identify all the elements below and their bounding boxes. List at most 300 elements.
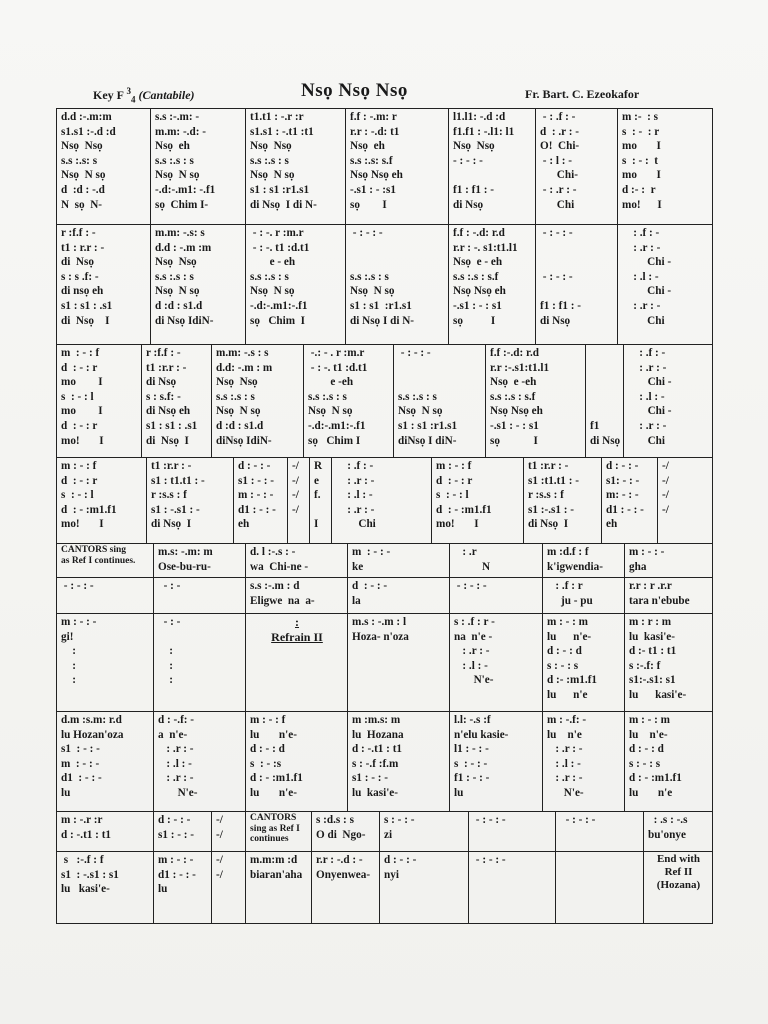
score-cell <box>153 544 245 578</box>
solfa-line: d : - : d <box>250 743 285 756</box>
solfa-line: d : - : - <box>238 460 271 472</box>
solfa-line: - : - : - <box>453 154 483 167</box>
solfa-line: la <box>352 594 361 607</box>
solfa-line: s : - :s <box>250 757 282 770</box>
solfa-line: d :d : s1.d <box>155 299 203 312</box>
solfa-line <box>398 361 482 376</box>
solfa-line: : .r : - <box>622 241 661 254</box>
solfa-line: s1 : s1 :r1.s1 <box>398 419 458 432</box>
solfa-line: : .r <box>454 546 477 558</box>
score-cell <box>153 578 245 614</box>
solfa-line: - : -. t1 :d.t1 <box>308 361 368 374</box>
solfa-line: Chi - <box>622 285 672 298</box>
solfa-line: s1 : t1.t1 : - <box>151 474 205 487</box>
solfa-line: gha <box>629 560 647 573</box>
solfa-line <box>590 361 620 376</box>
key-label: Key F <box>93 88 124 102</box>
solfa-line: - : - : - <box>473 854 506 866</box>
solfa-line: m :d.f : f <box>547 546 589 558</box>
solfa-line: -/ <box>216 854 223 866</box>
solfa-line: : .l : - <box>547 757 581 770</box>
solfa-line: s.s :.s : s.f <box>453 270 499 283</box>
score-cell <box>449 614 542 712</box>
solfa-line: : .r : - <box>158 772 194 785</box>
score-cell <box>643 812 713 852</box>
solfa-line <box>453 168 532 183</box>
solfa-line: s.s :.s : s <box>216 390 255 403</box>
score-cell <box>624 614 713 712</box>
score-row <box>56 457 713 544</box>
solfa-line: -.s1 : - : s1 <box>490 419 539 432</box>
solfa-line: s.s :.s : s <box>398 390 437 403</box>
solfa-line: mo I <box>622 140 661 153</box>
song-title: Nsọ Nsọ Nsọ <box>301 80 408 101</box>
score-cell <box>153 852 211 923</box>
solfa-line <box>540 284 614 299</box>
solfa-line: s : s .f: - <box>61 270 99 283</box>
solfa-line: Nsọ N sọ <box>155 285 200 298</box>
score-cell <box>56 812 153 852</box>
solfa-line: -/ <box>662 474 669 487</box>
time-signature-bottom: 4 <box>131 94 136 105</box>
solfa-line: : .r : - <box>547 772 583 785</box>
score-cell <box>468 812 555 852</box>
solfa-line: sọ Chim I <box>250 314 306 327</box>
solfa-line: t1.t1 : -.r :r <box>250 111 304 123</box>
solfa-line <box>590 390 620 405</box>
solfa-line: d : -.t1 : t1 <box>352 743 403 756</box>
score-cell <box>624 578 713 614</box>
score-cell <box>153 712 245 812</box>
solfa-line: mo! I <box>61 434 104 447</box>
solfa-line: l.l: -.s :f <box>454 714 491 726</box>
solfa-line: d. l :-.s : - <box>250 546 296 558</box>
solfa-line: : .r : - <box>628 361 667 374</box>
solfa-line: m :- : s <box>622 111 659 123</box>
solfa-line: Nsọ Nsọ eh <box>453 285 506 298</box>
score-cell <box>485 345 585 458</box>
solfa-line: - : - : - <box>473 814 506 826</box>
solfa-line: Nsọ Nsọ <box>250 140 292 153</box>
score-cell <box>347 578 449 614</box>
solfa-line: di Nsọ IdiN- <box>155 314 214 327</box>
score-cell <box>245 544 347 578</box>
solfa-line: s1 : - : - <box>238 474 275 487</box>
solfa-line: di nsọ eh <box>61 285 104 298</box>
solfa-line: mo! I <box>61 518 104 531</box>
solfa-line: s1 : - : - <box>158 828 195 841</box>
solfa-line: - : .r : - <box>540 183 577 196</box>
solfa-line: : .r : - <box>547 743 583 756</box>
solfa-line: s.s :.s : s.f <box>490 390 536 403</box>
solfa-line: s.s :.s : s <box>155 270 194 283</box>
solfa-line: n'elu kasie- <box>454 728 509 741</box>
score-cell <box>585 345 623 458</box>
solfa-line: - : - : - <box>398 347 431 359</box>
solfa-line: (Hozana) <box>656 879 701 891</box>
solfa-line: Nsọ N sọ <box>398 405 443 418</box>
score-cell <box>542 578 624 614</box>
solfa-line: O di Ngo- <box>316 828 366 841</box>
solfa-line: s : - : l <box>61 489 94 502</box>
solfa-line: - : - : - <box>350 227 383 239</box>
solfa-line: m : - : f <box>61 460 97 472</box>
solfa-line: mo! I <box>622 198 662 211</box>
score-cell <box>601 458 657 544</box>
score-cell <box>347 614 449 712</box>
solfa-line: s : s.f: - <box>146 390 181 403</box>
solfa-line: f.f : -.d: r.d <box>453 227 505 239</box>
solfa-line: lu kasi'e- <box>352 786 399 799</box>
solfa-line: bu'onye <box>648 828 686 841</box>
solfa-line: - : .f : - <box>540 111 576 123</box>
solfa-line: -.: - . r :m.r <box>308 347 365 359</box>
solfa-line: d :- : r <box>622 183 656 196</box>
solfa-line: f1.f1 : -.l1: l1 <box>453 125 515 138</box>
solfa-line: di Nsọ <box>540 314 571 327</box>
solfa-line: Refrain II <box>271 629 323 644</box>
solfa-line: m.s : -.m : l <box>352 616 407 628</box>
score-cell <box>245 852 311 923</box>
solfa-line: m.m:m :d <box>250 854 298 866</box>
score-row <box>56 344 713 458</box>
solfa-line: d1 : - : - <box>61 772 102 785</box>
solfa-line: e <box>314 474 319 487</box>
solfa-line: Nsọ e - eh <box>453 256 503 269</box>
solfa-line: s :-.f : f <box>61 854 104 866</box>
solfa-line: lu n'e <box>547 688 588 701</box>
solfa-line: Nsọ N sọ <box>216 405 261 418</box>
solfa-line: ju - pu <box>547 594 593 607</box>
solfa-line: eh <box>606 518 618 531</box>
solfa-line: -/ <box>292 503 299 516</box>
solfa-line: r :f.f : - <box>146 347 181 359</box>
solfa-line: Chi - <box>628 376 672 389</box>
solfa-line: di Nsọ eh <box>146 405 191 418</box>
score-cell <box>245 109 345 225</box>
solfa-line: d :- t1 : t1 <box>629 645 677 658</box>
solfa-line: End with <box>656 853 701 865</box>
solfa-line: : .r : - <box>628 419 667 432</box>
solfa-line <box>590 375 620 390</box>
solfa-line: : .f : r <box>547 580 583 592</box>
solfa-line: d : .r : - <box>540 125 579 138</box>
score-cell <box>56 614 153 712</box>
solfa-line: r.r : -. s1:t1.l1 <box>453 241 518 254</box>
solfa-line: d.d : -.m :m <box>155 241 212 254</box>
solfa-line: Chi <box>540 198 575 211</box>
solfa-line <box>250 673 344 688</box>
solfa-line: di Nsọ I di N- <box>350 314 415 327</box>
score-cell <box>448 109 535 225</box>
solfa-line: l1 : - : - <box>454 743 489 756</box>
solfa-line: f1 : f1 : - <box>540 299 582 312</box>
solfa-line: Nsọ N sọ <box>250 285 295 298</box>
score-cell <box>56 852 153 923</box>
solfa-line: di Nsọ I <box>528 518 569 531</box>
solfa-line: sing as Ref I <box>250 823 300 834</box>
score-cell <box>347 712 449 812</box>
solfa-line: -.d:-.m1:-.f1 <box>250 299 308 312</box>
solfa-line: lu kasi'e- <box>629 688 687 701</box>
solfa-line <box>250 644 344 659</box>
solfa-line: d : - : - <box>384 854 417 866</box>
solfa-line: lu n'e- <box>629 728 668 741</box>
solfa-line: d : - : r <box>436 474 473 487</box>
solfa-line: d :d : -.d <box>61 183 105 196</box>
score-row <box>56 224 713 345</box>
solfa-line: N'e- <box>158 786 198 799</box>
score-cell <box>309 458 331 544</box>
score-cell <box>245 812 311 852</box>
score-cell <box>150 225 245 345</box>
solfa-line: s.s :.s: s.f <box>350 154 393 167</box>
solfa-line: s : - : s <box>547 659 579 672</box>
score-cell <box>624 712 713 812</box>
solfa-line: d : - : d <box>547 645 582 658</box>
solfa-line: ke <box>352 560 364 573</box>
solfa-line: s1: - : - <box>606 474 640 487</box>
score-cell <box>449 544 542 578</box>
solfa-line: di Nsọ <box>61 256 94 269</box>
solfa-line: diNsọ I diN- <box>398 434 457 447</box>
solfa-line <box>158 630 242 645</box>
solfa-line: na n'e - <box>454 630 493 643</box>
solfa-line: d : - :m1.f1 <box>61 503 117 516</box>
solfa-line: : .l : - <box>158 757 192 770</box>
solfa-line: N'e- <box>547 786 584 799</box>
solfa-line: d1 : - : - <box>158 868 196 881</box>
score-cell <box>657 458 713 544</box>
solfa-line <box>216 882 242 897</box>
solfa-line: di Nsọ I di N- <box>250 198 317 211</box>
solfa-line: -/ <box>662 503 669 516</box>
solfa-line: N sọ N- <box>61 198 103 211</box>
score-row <box>56 811 713 852</box>
solfa-line: mo I <box>61 405 103 418</box>
solfa-line: di Nsọ I <box>146 434 189 447</box>
solfa-line: s : - : l <box>61 390 94 403</box>
solfa-line: CANTORS <box>250 813 297 823</box>
solfa-line <box>590 404 620 419</box>
solfa-line: Nsọ Nsọ <box>453 140 495 153</box>
score-cell <box>146 458 233 544</box>
solfa-line: lu <box>454 786 464 799</box>
solfa-line: Chi <box>628 434 665 447</box>
solfa-line: -/ <box>292 460 299 472</box>
solfa-line: : <box>158 645 173 658</box>
solfa-line: s : - : r <box>622 125 660 138</box>
solfa-line: I <box>314 518 319 531</box>
solfa-line: f1 : - : - <box>454 772 490 785</box>
solfa-line: Onyenwea- <box>316 868 371 881</box>
solfa-line: s.s :.s : s <box>350 270 389 283</box>
score-cell <box>233 458 287 544</box>
solfa-line: : <box>295 615 299 629</box>
key-signature <box>93 86 195 104</box>
score-cell <box>56 345 141 458</box>
score-cell <box>211 812 245 852</box>
score-cell <box>56 578 153 614</box>
solfa-line: : .f : - <box>622 227 660 239</box>
score-cell <box>623 345 713 458</box>
solfa-line: s.s :.s : s <box>250 270 289 283</box>
solfa-line: m : - : m <box>547 616 589 628</box>
solfa-line: - : - : - <box>454 580 487 592</box>
solfa-line: m.m: -.s : s <box>216 347 269 359</box>
solfa-line: - : - : - <box>540 270 573 283</box>
score-cell <box>331 458 431 544</box>
solfa-line: lu kasi'e- <box>61 883 110 896</box>
score-cell <box>211 345 303 458</box>
solfa-line: s : - : - <box>384 814 415 826</box>
solfa-line <box>662 517 709 532</box>
solfa-line: s1.s1 : -.t1 :t1 <box>250 125 314 138</box>
score-cell <box>150 109 245 225</box>
solfa-line: -.s1 : - : s1 <box>453 299 502 312</box>
solfa-line: mo I <box>622 169 661 182</box>
solfa-line: mo I <box>61 376 103 389</box>
solfa-line: : <box>158 659 173 672</box>
score-row <box>56 711 713 812</box>
score-row <box>56 577 713 614</box>
solfa-line: -/ <box>292 489 299 502</box>
score-cell <box>468 852 555 923</box>
solfa-line: mo! I <box>436 518 479 531</box>
solfa-line: d1 : - : - <box>606 503 644 516</box>
solfa-line: -/ <box>216 868 223 881</box>
solfa-line: O! Chi- <box>540 140 580 153</box>
solfa-line <box>292 517 306 532</box>
score-cell <box>542 614 624 712</box>
solfa-line: - : - <box>158 616 181 628</box>
solfa-line <box>350 241 445 256</box>
score-cell <box>56 458 146 544</box>
solfa-line: Nsọ N sọ <box>61 169 106 182</box>
score-cell <box>56 225 150 345</box>
solfa-line: lu n'e- <box>547 630 592 643</box>
solfa-line: zi <box>384 828 393 841</box>
solfa-line: : .l : - <box>622 270 659 283</box>
solfa-line <box>314 503 328 518</box>
solfa-line: di Nsọ <box>590 434 621 447</box>
solfa-line: r.r : -.d : - <box>316 854 363 866</box>
solfa-line: CANTORS sing <box>61 545 127 555</box>
score-cell <box>542 712 624 812</box>
tonic-solfa-score <box>56 108 713 922</box>
solfa-line: : <box>61 659 76 672</box>
solfa-line: s :-.f: f <box>629 659 661 672</box>
score-cell <box>245 578 347 614</box>
solfa-line: d.m :s.m: r.d <box>61 714 122 726</box>
solfa-line: d : - : - <box>158 814 191 826</box>
solfa-line: Ose-bu-ru- <box>158 560 211 573</box>
score-cell <box>153 614 245 712</box>
solfa-line <box>398 375 482 390</box>
solfa-line: s.s :.s : s <box>308 390 347 403</box>
solfa-line: sọ Chim I <box>308 434 361 447</box>
solfa-line: : .l : - <box>628 390 665 403</box>
solfa-line: s : - : - <box>454 757 488 770</box>
score-cell <box>287 458 309 544</box>
score-cell <box>449 712 542 812</box>
solfa-line: m.s: -.m: m <box>158 546 213 558</box>
solfa-line: lu n'e <box>547 728 582 741</box>
score-cell <box>535 225 617 345</box>
solfa-line: - : - : - <box>61 580 94 592</box>
solfa-line: s : - : l <box>436 489 469 502</box>
score-cell <box>448 225 535 345</box>
score-cell <box>555 812 643 852</box>
solfa-line: biaran'aha <box>250 868 303 881</box>
score-cell <box>347 544 449 578</box>
time-signature-top: 3 <box>126 86 132 96</box>
solfa-line: r.r :-.s1:t1.l1 <box>490 361 550 374</box>
solfa-line <box>560 853 640 868</box>
solfa-line <box>250 659 344 674</box>
solfa-line: e -eh <box>308 376 354 389</box>
solfa-line: Nsọ Nsọ eh <box>350 169 403 182</box>
solfa-line <box>540 241 614 256</box>
score-cell <box>345 225 448 345</box>
solfa-line: f.f :-.d: r.d <box>490 347 539 359</box>
score-cell <box>379 812 468 852</box>
solfa-line: m : - : - <box>238 489 274 502</box>
solfa-line: s.s :-.m : d <box>250 580 300 592</box>
solfa-line: gi! <box>61 630 74 643</box>
solfa-line: Nsọ Nsọ eh <box>490 405 543 418</box>
solfa-line: Chi <box>622 314 665 327</box>
solfa-line: Chi- <box>540 169 578 182</box>
solfa-line <box>350 255 445 270</box>
solfa-line: m.m: -.d: - <box>155 125 206 138</box>
score-cell <box>211 852 245 923</box>
solfa-line: s1 : - : - <box>61 743 100 756</box>
solfa-line: t1 :r.r : - <box>151 460 192 472</box>
solfa-line: m : - : - <box>352 546 391 558</box>
solfa-line: s1 : s1 :r1.s1 <box>250 183 310 196</box>
solfa-line: f1 : f1 : - <box>453 183 495 196</box>
solfa-line: s1 : - : - <box>352 772 389 785</box>
score-cell <box>624 544 713 578</box>
solfa-line: s1 : -.s1 : - <box>151 503 200 516</box>
solfa-line: Nsọ eh <box>350 140 385 153</box>
score-cell <box>311 812 379 852</box>
solfa-line: Nsọ e -eh <box>490 376 537 389</box>
solfa-line: N <box>454 560 491 573</box>
solfa-line: d : - :m1.f1 <box>629 772 682 785</box>
score-cell <box>555 852 643 923</box>
solfa-line: d : - :m1.f1 <box>250 772 303 785</box>
score-row <box>56 851 713 924</box>
score-cell <box>303 345 393 458</box>
solfa-line: - : -. r :m.r <box>250 227 304 239</box>
score-cell <box>56 109 150 225</box>
solfa-line: - : - <box>158 580 181 592</box>
solfa-line: s1 :t1.t1 : - <box>528 474 579 487</box>
solfa-line: Nsọ Nsọ <box>61 140 103 153</box>
solfa-line: d :d : s1.d <box>216 419 264 432</box>
solfa-line: d : - : d <box>629 743 664 756</box>
solfa-line: l1.l1: -.d :d <box>453 111 506 123</box>
solfa-line: Nsọ N sọ <box>308 405 353 418</box>
solfa-line: t1 :r.r : - <box>528 460 569 472</box>
solfa-line: s1 : s1 :r1.s1 <box>350 299 412 312</box>
solfa-line: Hoza- n'oza <box>352 630 409 643</box>
solfa-line: di Nsọ <box>453 198 484 211</box>
score-row <box>56 108 713 225</box>
solfa-line: f1 <box>590 419 600 432</box>
